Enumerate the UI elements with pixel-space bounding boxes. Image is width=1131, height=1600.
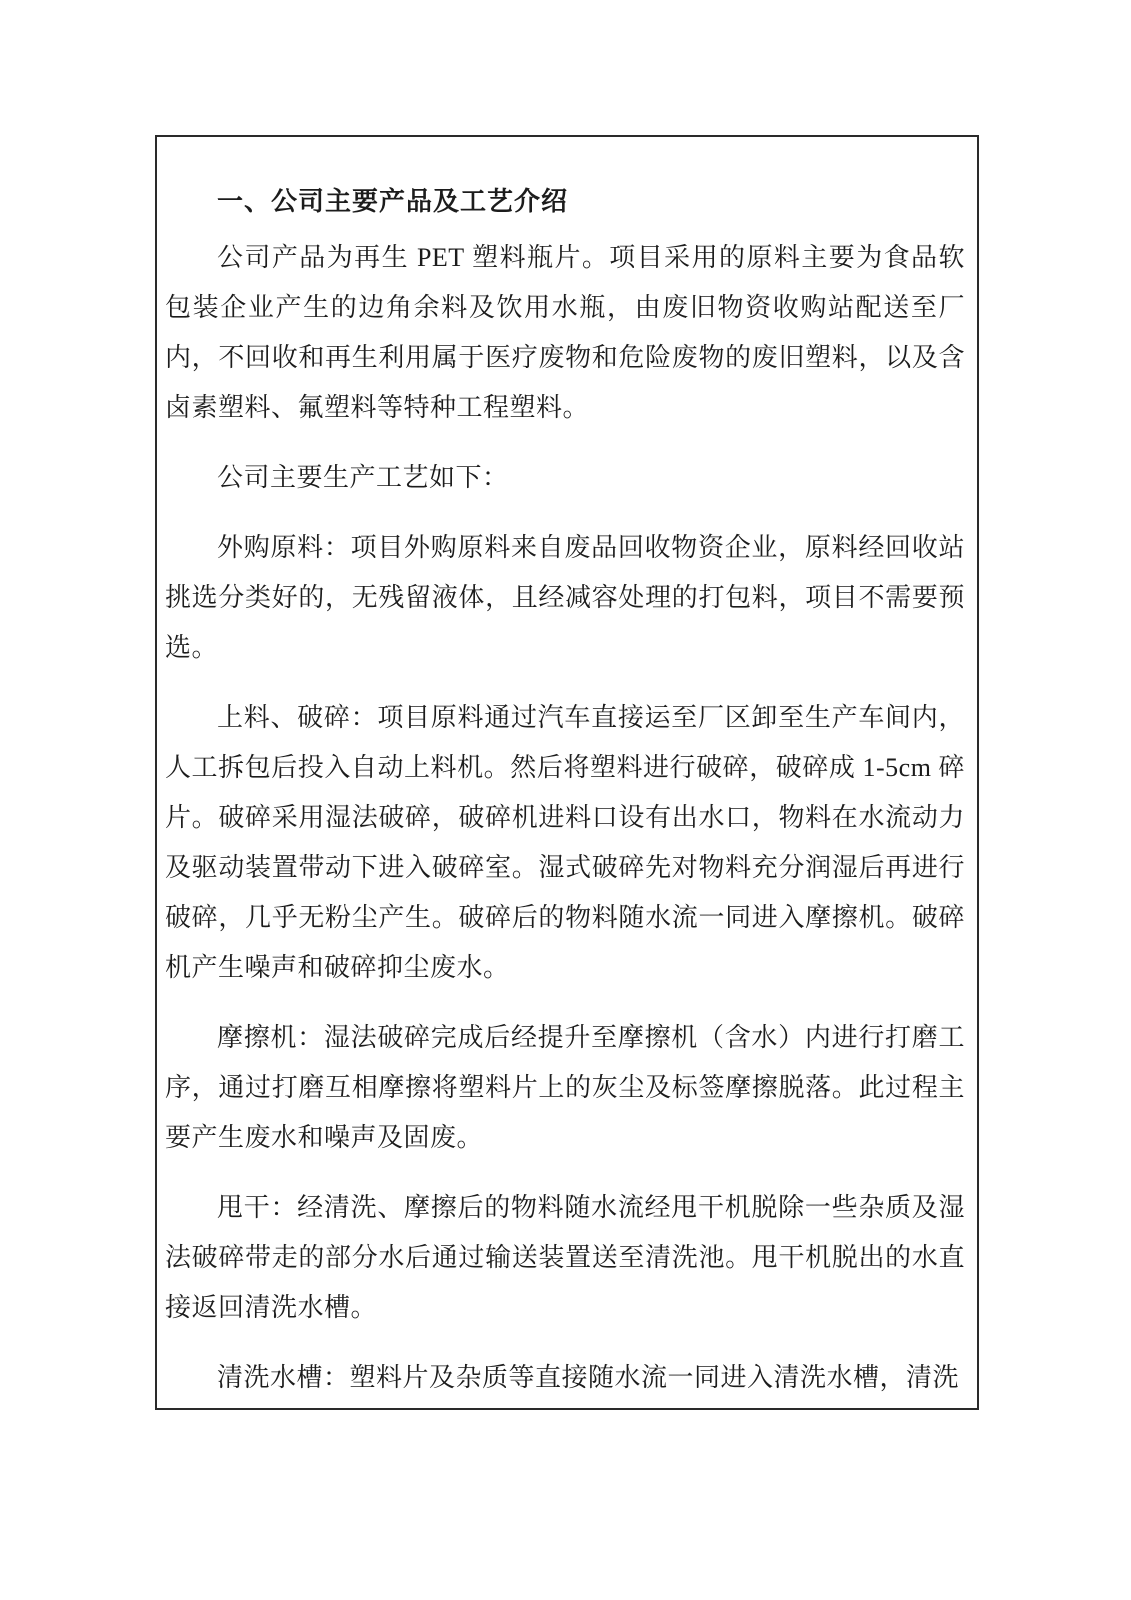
paragraph-spin-drying: 甩干：经清洗、摩擦后的物料随水流经甩干机脱除一些杂质及湿法破碎带走的部分水后通过输送装置送至清洗池。甩干机脱出的水直接返回清洗水槽。 [165, 1193, 965, 1322]
paragraph-friction-machine: 摩擦机：湿法破碎完成后经提升至摩擦机（含水）内进行打磨工序，通过打磨互相摩擦将塑料片上的灰尘及标签摩擦脱落。此过程主要产生废水和噪声及固废。 [165, 1023, 965, 1152]
paragraph-washing-tank-truncated: 清洗水槽：塑料片及杂质等直接随水流一同进入清洗水槽，清洗 [217, 1363, 960, 1392]
document-border-box [155, 135, 979, 1410]
paragraph-feeding-crushing: 上料、破碎：项目原料通过汽车直接运至厂区卸至生产车间内，人工拆包后投入自动上料机。然后将塑料进行破碎，破碎成 1-5cm 碎片。破碎采用湿法破碎，破碎机进料口设有出水口，物料在水流动力及驱动装置带动下进入破碎室。湿式破碎先对物料充分润湿后再进行破碎，几乎无粉尘产生。破碎后的物料随水流一同进入摩擦机。破碎机产生噪声和破碎抑尘废水。 [165, 703, 965, 982]
paragraph-purchased-raw-material: 外购原料：项目外购原料来自废品回收物资企业，原料经回收站挑选分类好的，无残留液体，且经减容处理的打包料，项目不需要预选。 [165, 533, 965, 662]
paragraph-process-lead-in: 公司主要生产工艺如下： [217, 463, 509, 492]
section-heading: 一、公司主要产品及工艺介绍 [217, 187, 569, 216]
paragraph-intro: 公司产品为再生 PET 塑料瓶片。项目采用的原料主要为食品软包装企业产生的边角余料及饮用水瓶，由废旧物资收购站配送至厂内，不回收和再生利用属于医疗废物和危险废物的废旧塑料，以及含卤素塑料、氟塑料等特种工程塑料。 [165, 243, 965, 422]
